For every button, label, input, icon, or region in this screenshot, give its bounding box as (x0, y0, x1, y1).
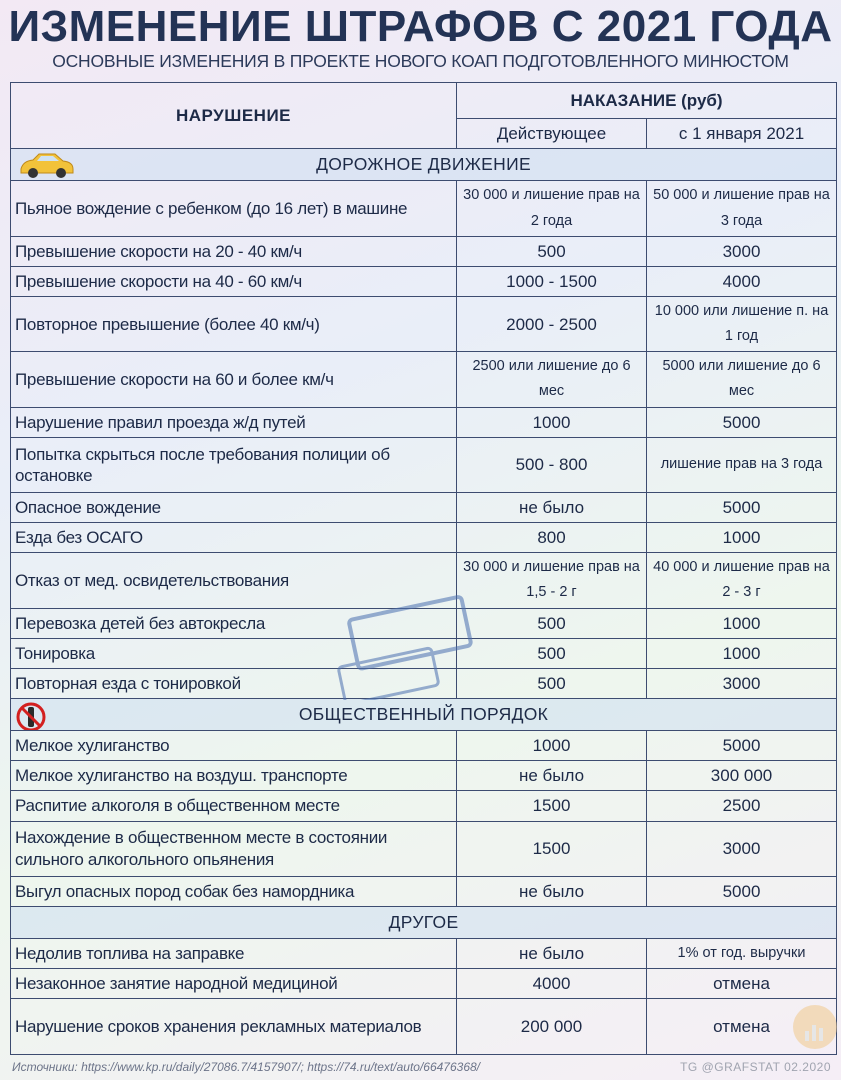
violation-cell: Мелкое хулиганство на воздуш. транспорте (11, 761, 457, 791)
table-row (11, 493, 837, 523)
no-alcohol-icon (15, 701, 47, 731)
table-row (11, 523, 837, 553)
table-row (11, 731, 837, 761)
table-row (11, 608, 837, 638)
brand-footer: TG @GRAFSTAT 02.2020 (680, 1060, 831, 1074)
header-current: Действующее (457, 119, 647, 149)
current-penalty-cell: 30 000 и лишение прав на 1,5 - 2 г (457, 553, 647, 608)
header-penalty: НАКАЗАНИЕ (руб) (457, 83, 837, 119)
new-penalty-cell: 1% от год. выручки (647, 939, 837, 969)
new-penalty-cell: 1000 (647, 638, 837, 668)
violation-cell: Повторная езда с тонировкой (11, 668, 457, 698)
table-row (11, 236, 837, 266)
violation-cell: Превышение скорости на 40 - 60 км/ч (11, 266, 457, 296)
new-penalty-cell: 3000 (647, 821, 837, 876)
new-penalty-cell: 5000 (647, 876, 837, 906)
violation-cell: Распитие алкоголя в общественном месте (11, 791, 457, 821)
new-penalty-cell: 3000 (647, 236, 837, 266)
section-title (11, 907, 837, 939)
violation-cell: Тонировка (11, 638, 457, 668)
violation-cell: Нахождение в общественном месте в состоянии сильного алкогольного опьянения (11, 821, 457, 876)
current-penalty-cell: 1000 (457, 731, 647, 761)
new-penalty-cell: 10 000 или лишение п. на 1 год (647, 297, 837, 352)
new-penalty-cell: 300 000 (647, 761, 837, 791)
new-penalty-cell: 3000 (647, 668, 837, 698)
section-header (11, 149, 837, 181)
current-penalty-cell: не было (457, 876, 647, 906)
table-row (11, 352, 837, 407)
current-penalty-cell: 800 (457, 523, 647, 553)
table-row (11, 181, 837, 236)
table-row (11, 969, 837, 999)
grafstat-logo (791, 1003, 839, 1051)
violation-cell: Недолив топлива на заправке (11, 939, 457, 969)
current-penalty-cell: 500 - 800 (457, 437, 647, 492)
table-row (11, 821, 837, 876)
sources-footer: Источники: https://www.kp.ru/daily/27086.7/4157907/; https://74.ru/text/auto/66476368/ (12, 1060, 481, 1074)
section-title (11, 149, 837, 181)
current-penalty-cell: 200 000 (457, 999, 647, 1055)
table-row (11, 407, 837, 437)
current-penalty-cell: 2500 или лишение до 6 мес (457, 352, 647, 407)
new-penalty-cell: 1000 (647, 523, 837, 553)
new-penalty-cell: 5000 (647, 493, 837, 523)
section-title (11, 699, 837, 731)
fines-table (10, 82, 837, 1055)
table-row (11, 939, 837, 969)
page-subtitle: ОСНОВНЫЕ ИЗМЕНЕНИЯ В ПРОЕКТЕ НОВОГО КОАП ПОДГОТОВЛЕННОГО МИНЮСТОМ (52, 51, 789, 71)
car-icon (15, 151, 77, 181)
violation-cell: Пьяное вождение с ребенком (до 16 лет) в машине (11, 181, 457, 236)
new-penalty-cell: 5000 или лишение до 6 мес (647, 352, 837, 407)
table-row (11, 638, 837, 668)
new-penalty-cell: 5000 (647, 407, 837, 437)
violation-cell: Нарушение сроков хранения рекламных материалов (11, 999, 457, 1055)
violation-cell: Нарушение правил проезда ж/д путей (11, 407, 457, 437)
violation-cell: Езда без ОСАГО (11, 523, 457, 553)
new-penalty-cell: лишение прав на 3 года (647, 437, 837, 492)
table-row (11, 876, 837, 906)
header-new: с 1 января 2021 (647, 119, 837, 149)
table-row (11, 437, 837, 492)
violation-cell: Опасное вождение (11, 493, 457, 523)
section-header (11, 699, 837, 731)
table-row (11, 791, 837, 821)
current-penalty-cell: 1500 (457, 821, 647, 876)
current-penalty-cell: 500 (457, 668, 647, 698)
section-title-text: ОБЩЕСТВЕННЫЙ ПОРЯДОК (298, 703, 549, 724)
violation-cell: Незаконное занятие народной медициной (11, 969, 457, 999)
table-row (11, 266, 837, 296)
violation-cell: Перевозка детей без автокресла (11, 608, 457, 638)
new-penalty-cell: отмена (647, 969, 837, 999)
current-penalty-cell: 500 (457, 608, 647, 638)
new-penalty-cell: 50 000 и лишение прав на 3 года (647, 181, 837, 236)
violation-cell: Попытка скрыться после требования полиции об остановке (11, 437, 457, 492)
new-penalty-cell: 1000 (647, 608, 837, 638)
new-penalty-cell: отмена (647, 999, 837, 1055)
violation-cell: Повторное превышение (более 40 км/ч) (11, 297, 457, 352)
table-row (11, 761, 837, 791)
header-violation: НАРУШЕНИЕ (11, 83, 457, 149)
violation-cell: Превышение скорости на 20 - 40 км/ч (11, 236, 457, 266)
table-row (11, 553, 837, 608)
current-penalty-cell: не было (457, 939, 647, 969)
violation-cell: Мелкое хулиганство (11, 731, 457, 761)
current-penalty-cell: 1000 - 1500 (457, 266, 647, 296)
current-penalty-cell: 2000 - 2500 (457, 297, 647, 352)
current-penalty-cell: не было (457, 493, 647, 523)
new-penalty-cell: 2500 (647, 791, 837, 821)
table-row (11, 999, 837, 1055)
current-penalty-cell: 500 (457, 236, 647, 266)
new-penalty-cell: 4000 (647, 266, 837, 296)
new-penalty-cell: 5000 (647, 731, 837, 761)
current-penalty-cell: 500 (457, 638, 647, 668)
violation-cell: Превышение скорости на 60 и более км/ч (11, 352, 457, 407)
current-penalty-cell: 30 000 и лишение прав на 2 года (457, 181, 647, 236)
section-header (11, 907, 837, 939)
page-title: ИЗМЕНЕНИЕ ШТРАФОВ С 2021 ГОДА (8, 2, 833, 51)
current-penalty-cell: 1000 (457, 407, 647, 437)
section-title-text: ДОРОЖНОЕ ДВИЖЕНИЕ (316, 153, 531, 174)
current-penalty-cell: не было (457, 761, 647, 791)
table-row (11, 668, 837, 698)
section-title-text: ДРУГОЕ (388, 911, 459, 932)
violation-cell: Отказ от мед. освидетельствования (11, 553, 457, 608)
table-row (11, 297, 837, 352)
current-penalty-cell: 4000 (457, 969, 647, 999)
violation-cell: Выгул опасных пород собак без намордника (11, 876, 457, 906)
new-penalty-cell: 40 000 и лишение прав на 2 - 3 г (647, 553, 837, 608)
current-penalty-cell: 1500 (457, 791, 647, 821)
